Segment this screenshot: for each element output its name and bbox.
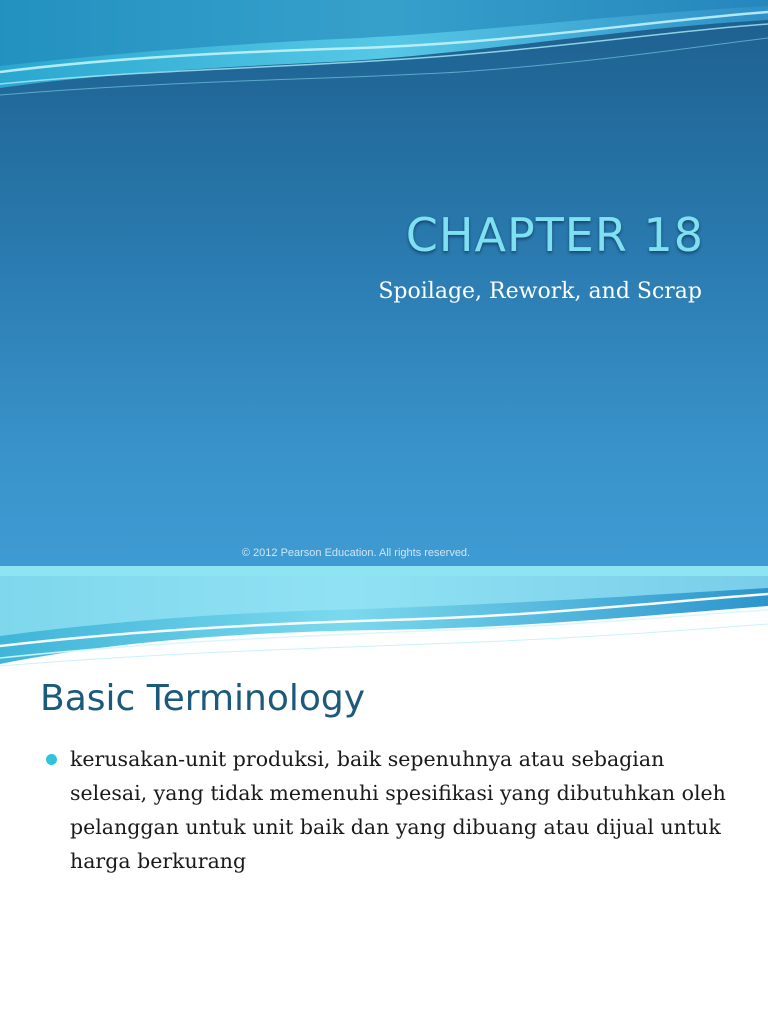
content-slide [0, 576, 768, 1024]
slide-subtitle: Spoilage, Rework, and Scrap [378, 279, 702, 304]
bullet-list [46, 742, 736, 878]
bottom-edge-strip [0, 566, 768, 576]
bullet-dot-icon [46, 754, 57, 765]
section-heading: Basic Terminology [40, 678, 366, 719]
header-wave-decoration [0, 576, 768, 668]
bullet-text: kerusakan-unit produksi, baik sepenuhnya atau sebagian selesai, yang tidak memenuhi spesifikasi yang dibutuhkan oleh pelanggan untuk unit baik dan yang dibuang atau dijual untuk harga berkurang [70, 747, 726, 873]
top-wave-decoration [0, 0, 768, 110]
copyright-notice: © 2012 Pearson Education. All rights reserved. [241, 547, 471, 559]
bullet-item [46, 742, 736, 878]
slide-title: CHAPTER 18 [405, 208, 704, 262]
